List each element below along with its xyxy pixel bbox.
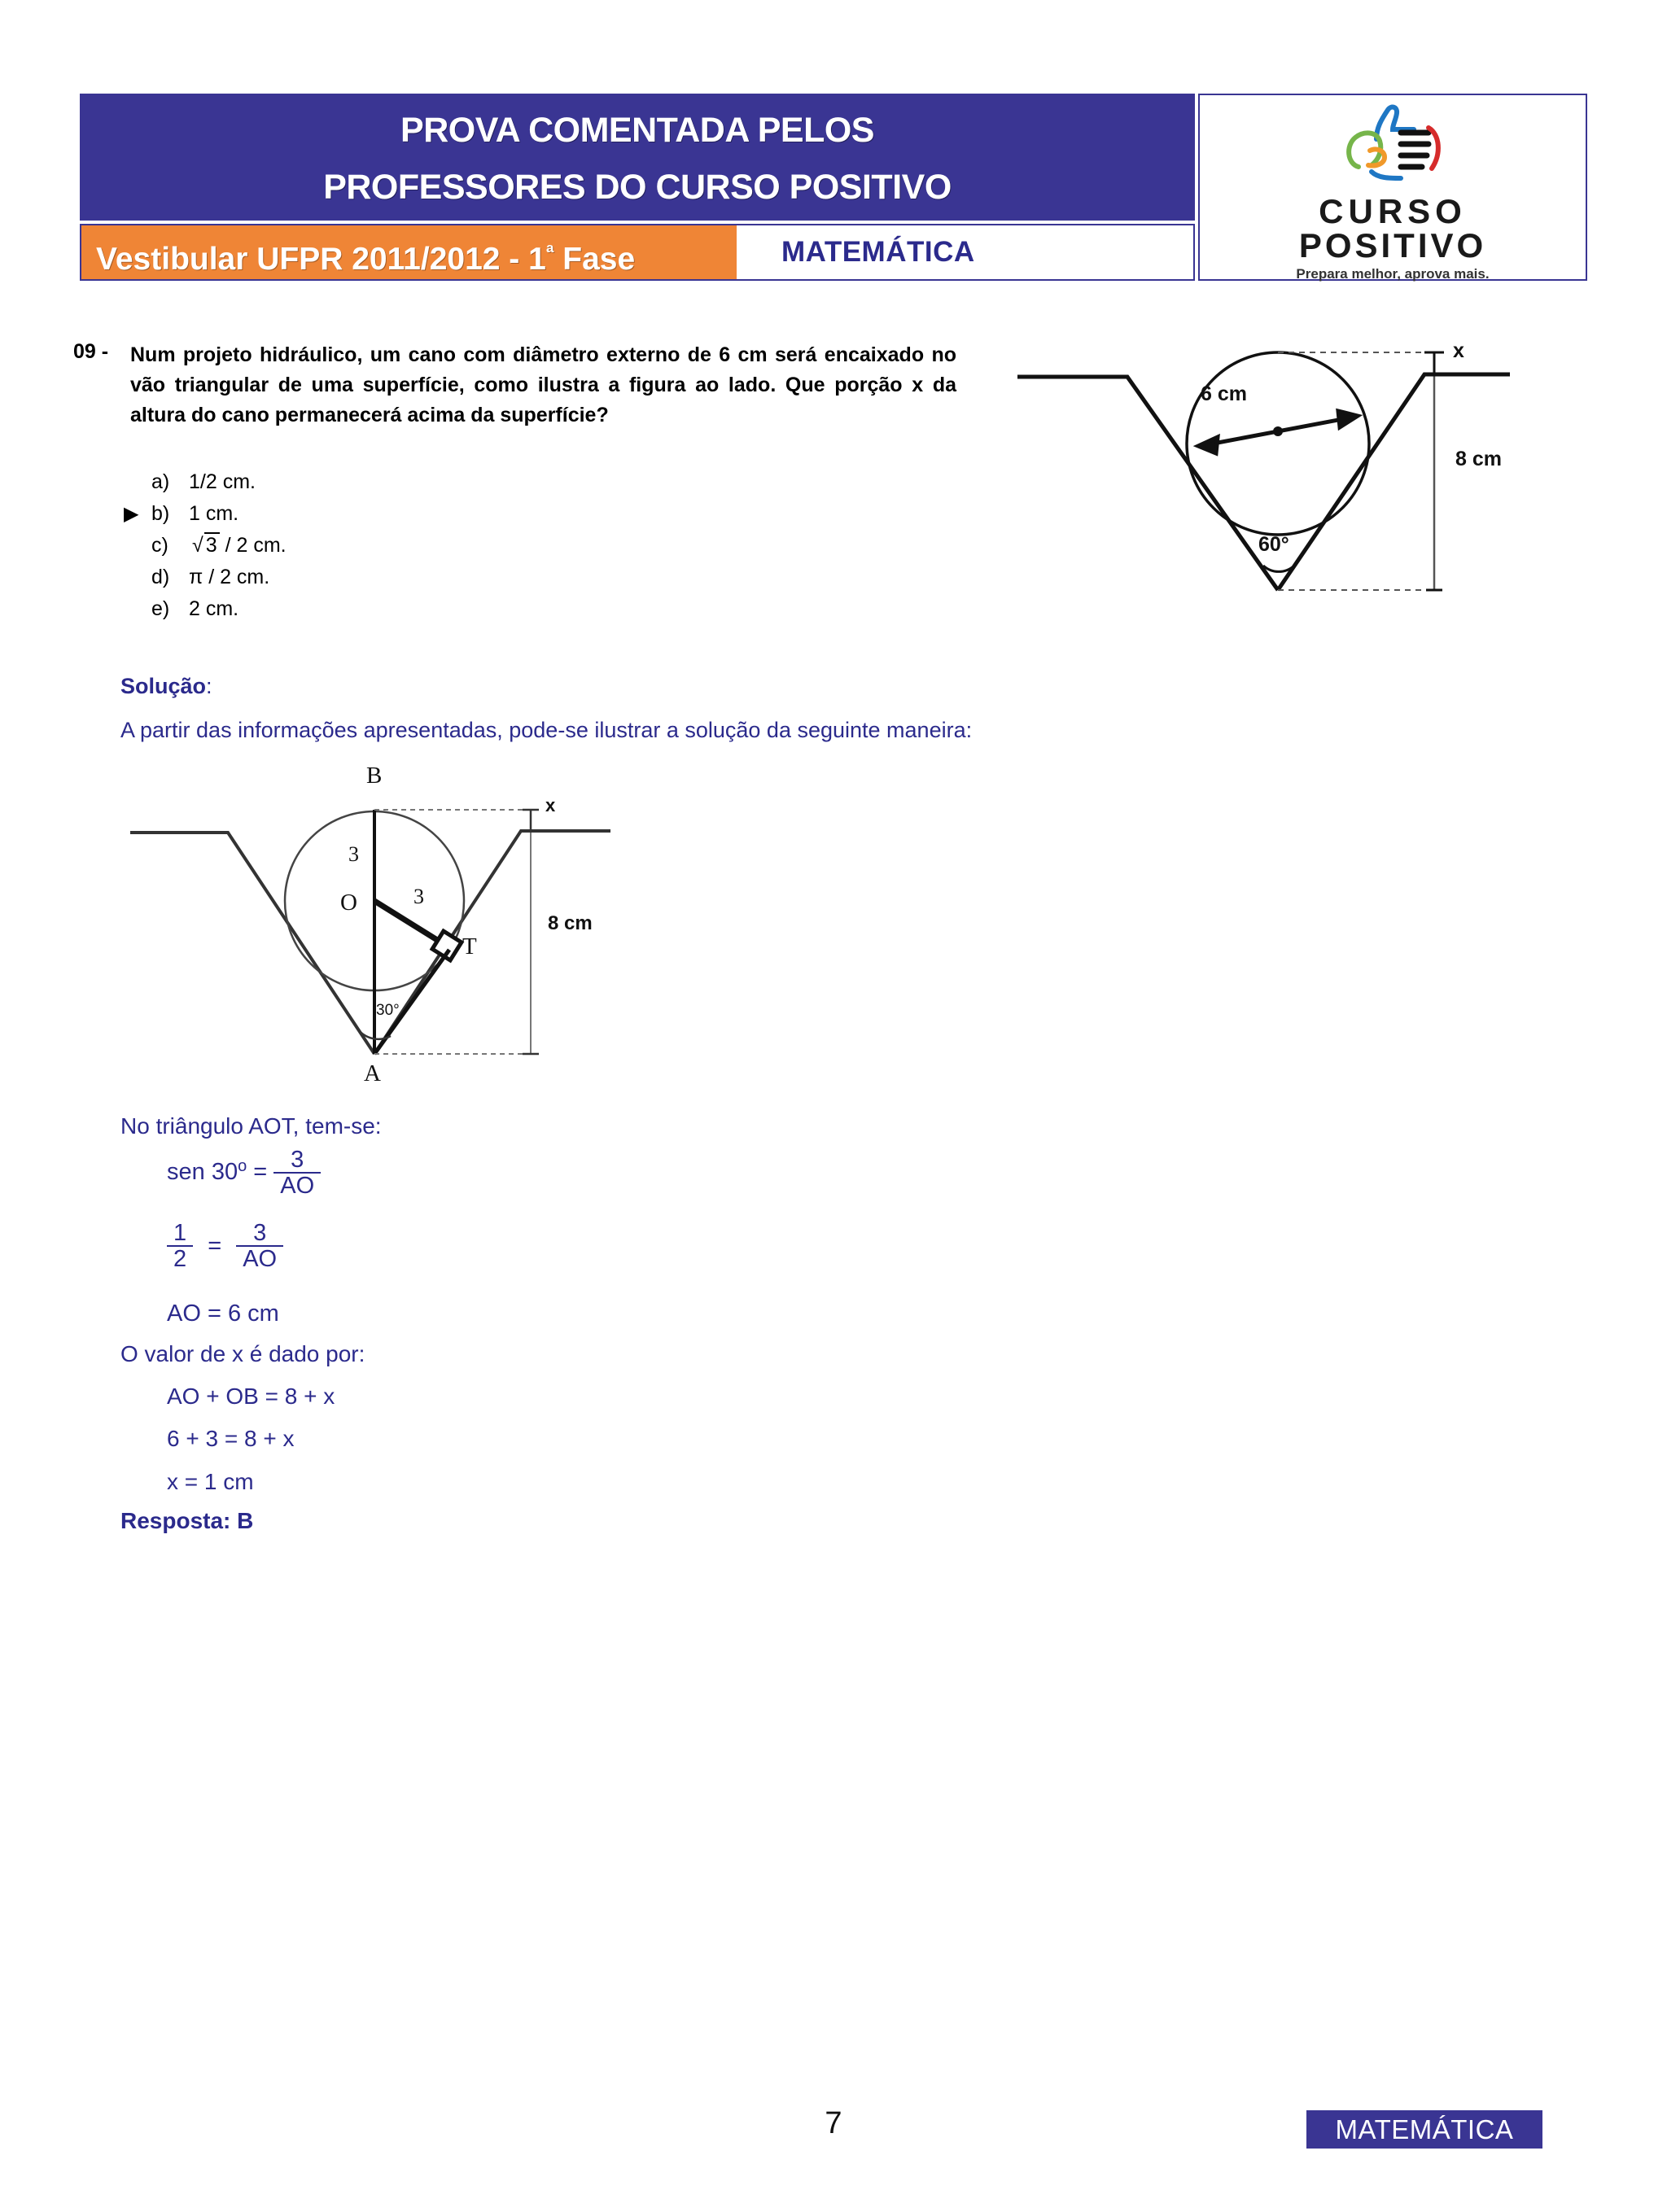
equation-x-result: x = 1 cm [167, 1469, 254, 1494]
solution-figure-x-label: x [545, 795, 556, 815]
header-title-line-2: PROFESSORES DO CURSO POSITIVO [323, 168, 952, 207]
page-header [80, 94, 1587, 281]
eq-sen-degree-symbol: o [238, 1157, 247, 1176]
figure-x-label: x [1453, 339, 1464, 362]
solucao-heading-colon: : [206, 674, 212, 698]
solution-figure-radius-side: 3 [413, 885, 424, 908]
solution-figure-point-o: O [340, 890, 357, 916]
solution-figure-point-b: B [366, 763, 383, 789]
eq-half-equals-sign: = [208, 1232, 222, 1259]
header-subbar [80, 224, 1195, 281]
option-b-selected-arrow-icon: ▶ [124, 503, 139, 525]
solution-figure-angle-label: 30° [376, 1002, 400, 1019]
logo-word-curso: CURSO [1319, 192, 1467, 230]
option-b-letter: b) [151, 502, 170, 525]
thumbs-up-face-logo-icon [1200, 103, 1586, 193]
exam-tag-ordinal: ª [545, 240, 554, 264]
header-left-column [80, 94, 1195, 281]
footer-subject-badge: MATEMÁTICA [1306, 2110, 1542, 2149]
solution-figure-height-label: 8 cm [548, 912, 593, 934]
figure-angle-label: 60° [1258, 533, 1289, 556]
exam-tag-prefix: Vestibular UFPR 2011/2012 - 1 [96, 242, 546, 277]
figure-diameter-label: 6 cm [1201, 383, 1247, 405]
subject-tag: MATEMÁTICA [781, 236, 975, 268]
eq-half-denominator: 2 [167, 1245, 193, 1271]
equation-sum-2: 6 + 3 = 8 + x [167, 1426, 295, 1451]
eq-sen-numerator: 3 [291, 1147, 304, 1173]
answer-options-list [124, 470, 287, 629]
option-a-value: 1/2 cm. [189, 470, 256, 493]
eq-sen-prefix: sen 30 [167, 1159, 238, 1186]
eq-half-numerator: 1 [173, 1220, 187, 1246]
question-figure [1009, 321, 1514, 602]
option-e-value: 2 cm. [189, 597, 239, 620]
page-number: 7 [825, 2106, 842, 2140]
solution-line-valor-x: O valor de x é dado por: [120, 1341, 365, 1366]
header-title-band [80, 94, 1195, 221]
equation-half-equals [167, 1221, 283, 1272]
header-title-line-1: PROVA COMENTADA PELOS [400, 111, 874, 150]
option-a[interactable] [124, 470, 287, 502]
solucao-heading [120, 674, 212, 699]
figure-height-label: 8 cm [1455, 448, 1502, 470]
eq-half-right-fraction [236, 1221, 283, 1272]
exam-tag-suffix: Fase [553, 242, 636, 277]
option-d-value: π / 2 cm. [189, 566, 270, 588]
equation-sum-1: AO + OB = 8 + x [167, 1384, 335, 1409]
solution-figure-point-t: T [462, 933, 477, 960]
logo-tagline: Prepara melhor, aprova mais. [1296, 266, 1490, 282]
option-b[interactable] [124, 502, 287, 534]
logo-word-positivo: POSITIVO [1298, 226, 1487, 264]
option-c-value [189, 534, 287, 557]
equation-sine-30 [167, 1148, 321, 1199]
question-statement: Num projeto hidráulico, um cano com diâmetro externo de 6 cm será encaixado no vão triangular de uma superfície, como ilustra a figura ao lado. Que porção x da altura do cano permanecerá acima da superfície? [130, 343, 956, 426]
solucao-heading-text: Solução [120, 674, 207, 698]
solution-figure-radius-top: 3 [348, 842, 359, 866]
square-root-icon: √ 3 [189, 534, 220, 557]
resposta-line: Resposta: B [120, 1508, 254, 1533]
solucao-intro-text: A partir das informações apresentadas, pode-se ilustrar a solução da seguinte maneira: [120, 718, 973, 742]
eq-half-numerator-2: 3 [253, 1220, 267, 1246]
exam-tag [81, 225, 737, 279]
eq-sen-denominator: AO [273, 1172, 321, 1198]
option-c[interactable] [124, 534, 287, 566]
solution-figure-point-a: A [364, 1060, 381, 1086]
eq-sen-fraction [273, 1148, 321, 1199]
option-c-letter: c) [151, 534, 168, 557]
option-d-letter: d) [151, 566, 170, 588]
question-number: 09 - [73, 340, 109, 363]
option-c-tail: / 2 cm. [219, 534, 287, 557]
option-b-value: 1 cm. [189, 502, 239, 525]
option-c-radicand: 3 [204, 532, 220, 557]
eq-sen-equals: = [247, 1159, 274, 1186]
eq-half-denominator-2: AO [236, 1245, 283, 1271]
equation-ao-result: AO = 6 cm [167, 1301, 279, 1327]
curso-positivo-logo-box [1198, 94, 1587, 281]
solution-line-triangle: No triângulo AOT, tem-se: [120, 1113, 382, 1139]
option-e[interactable] [124, 597, 287, 629]
eq-half-left-fraction [167, 1221, 193, 1272]
option-e-letter: e) [151, 597, 170, 620]
option-a-letter: a) [151, 470, 170, 493]
solution-figure [114, 761, 619, 1086]
option-d[interactable] [124, 566, 287, 597]
